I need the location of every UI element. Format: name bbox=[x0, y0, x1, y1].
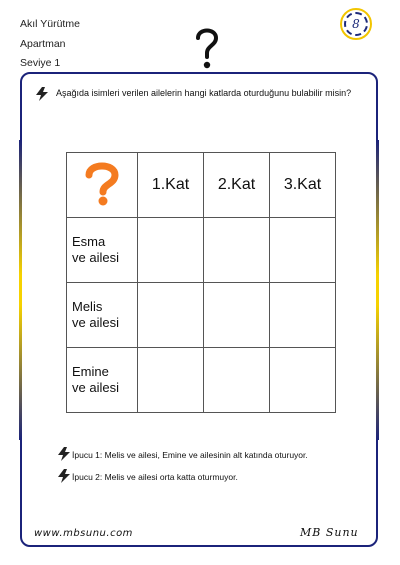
header-topic: Akıl Yürütme bbox=[20, 18, 80, 30]
column-header: 3.Kat bbox=[270, 153, 336, 218]
grid-cell[interactable] bbox=[270, 348, 336, 413]
hint-2: İpucu 2: Melis ve ailesi orta katta oturmuyor. bbox=[72, 472, 238, 482]
lightning-icon bbox=[36, 87, 48, 101]
orange-question-icon bbox=[82, 160, 122, 206]
row-name: Esma bbox=[72, 234, 106, 249]
page-number-badge: 8 bbox=[344, 12, 368, 36]
row-suffix: ve ailesi bbox=[72, 315, 119, 330]
lightning-icon bbox=[58, 469, 70, 483]
footer-url: www.mbsunu.com bbox=[34, 528, 133, 539]
row-name: Emine bbox=[72, 364, 109, 379]
grid-cell[interactable] bbox=[204, 348, 270, 413]
column-header: 1.Kat bbox=[138, 153, 204, 218]
column-header: 2.Kat bbox=[204, 153, 270, 218]
table-row bbox=[67, 218, 336, 283]
row-name: Melis bbox=[72, 299, 103, 314]
instruction-text: Aşağıda isimleri verilen ailelerin hangi katlarda oturduğunu bulabilir misin? bbox=[56, 88, 352, 98]
question-mark-icon bbox=[194, 26, 220, 72]
lightning-icon bbox=[58, 447, 70, 461]
hint-1: İpucu 1: Melis ve ailesi, Emine ve ailesinin alt katında oturuyor. bbox=[72, 450, 308, 460]
footer-signature: MB Sunu bbox=[300, 526, 359, 539]
grid-cell[interactable] bbox=[270, 283, 336, 348]
row-header bbox=[67, 348, 138, 413]
grid-cell[interactable] bbox=[138, 218, 204, 283]
row-header bbox=[67, 283, 138, 348]
row-suffix: ve ailesi bbox=[72, 380, 119, 395]
table-row bbox=[67, 348, 336, 413]
header-title: Apartman bbox=[20, 38, 66, 50]
logic-grid bbox=[66, 152, 336, 413]
frame-accent-left bbox=[19, 140, 22, 440]
table-row bbox=[67, 153, 336, 218]
grid-cell[interactable] bbox=[270, 218, 336, 283]
header-level: Seviye 1 bbox=[20, 57, 61, 69]
grid-cell[interactable] bbox=[204, 218, 270, 283]
grid-cell[interactable] bbox=[138, 283, 204, 348]
corner-cell bbox=[67, 153, 138, 218]
grid-cell[interactable] bbox=[204, 283, 270, 348]
grid-cell[interactable] bbox=[138, 348, 204, 413]
row-suffix: ve ailesi bbox=[72, 250, 119, 265]
frame-accent-right bbox=[376, 140, 379, 440]
row-header bbox=[67, 218, 138, 283]
table-row bbox=[67, 283, 336, 348]
